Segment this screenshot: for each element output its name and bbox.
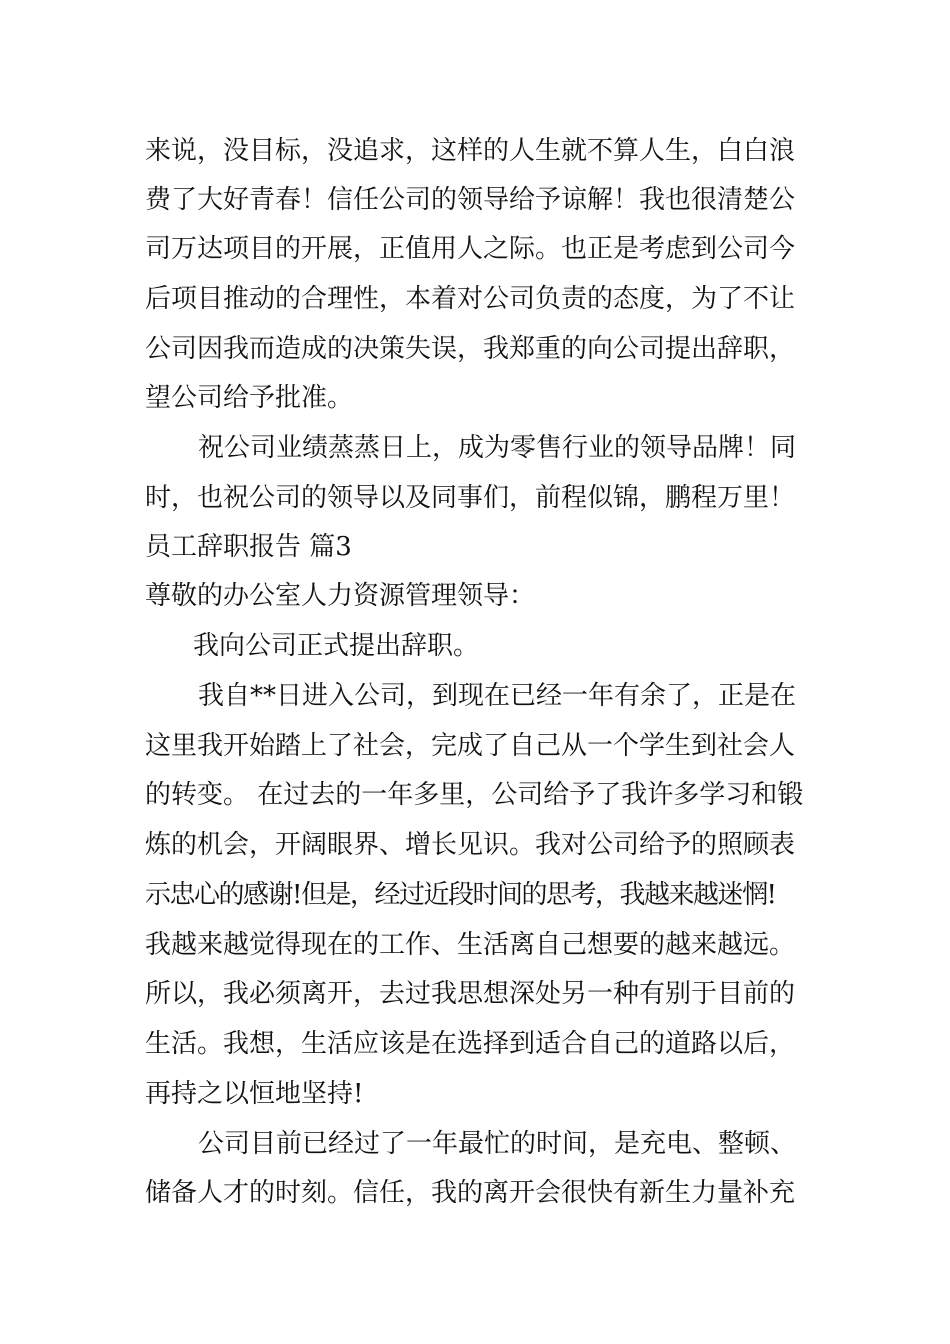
paragraph-first-line: 祝公司业绩蒸蒸日上，成为零售行业的领导品牌！同	[198, 433, 797, 463]
salutation: 尊敬的办公室人力资源管理领导：	[145, 581, 536, 611]
text-line: 望公司给予批准。	[145, 383, 354, 413]
text-line: 司万达项目的开展，正值用人之际。也正是考虑到公司今	[145, 234, 796, 264]
paragraph-first-line: 我自**日进入公司，到现在已经一年有余了，正是在	[198, 681, 797, 711]
text-line: 来说，没目标，没追求，这样的人生就不算人生，白白浪	[145, 136, 796, 166]
text-line: 这里我开始踏上了社会，完成了自己从一个学生到社会人	[145, 731, 796, 761]
section-heading: 员工辞职报告 篇3	[145, 532, 352, 562]
text-line: 时，也祝公司的领导以及同事们，前程似锦，鹏程万里！	[145, 483, 796, 513]
text-line: 后项目推动的合理性，本着对公司负责的态度，为了不让	[145, 284, 796, 314]
text-line: 储备人才的时刻。信任，我的离开会很快有新生力量补充	[145, 1178, 796, 1208]
text-line: 示忠心的感谢!但是，经过近段时间的思考，我越来越迷惘!	[145, 880, 776, 910]
text-line: 生活。我想，生活应该是在选择到适合自己的道路以后，	[145, 1029, 796, 1059]
text-line: 再持之以恒地坚持!	[145, 1079, 364, 1109]
text-line: 我越来越觉得现在的工作、生活离自己想要的越来越远。	[145, 930, 796, 960]
text-line: 公司因我而造成的决策失误，我郑重的向公司提出辞职，	[145, 334, 796, 364]
paragraph-first-line: 我向公司正式提出辞职。	[193, 631, 480, 661]
text-line: 所以，我必须离开，去过我思想深处另一种有别于目前的	[145, 979, 796, 1009]
paragraph-first-line: 公司目前已经过了一年最忙的时间，是充电、整顿、	[198, 1129, 797, 1159]
text-line: 炼的机会，开阔眼界、增长见识。我对公司给予的照顾表	[145, 830, 796, 860]
text-line: 费了大好青春！信任公司的领导给予谅解！我也很清楚公	[145, 185, 796, 215]
text-line: 的转变。 在过去的一年多里，公司给予了我许多学习和锻	[145, 780, 804, 810]
